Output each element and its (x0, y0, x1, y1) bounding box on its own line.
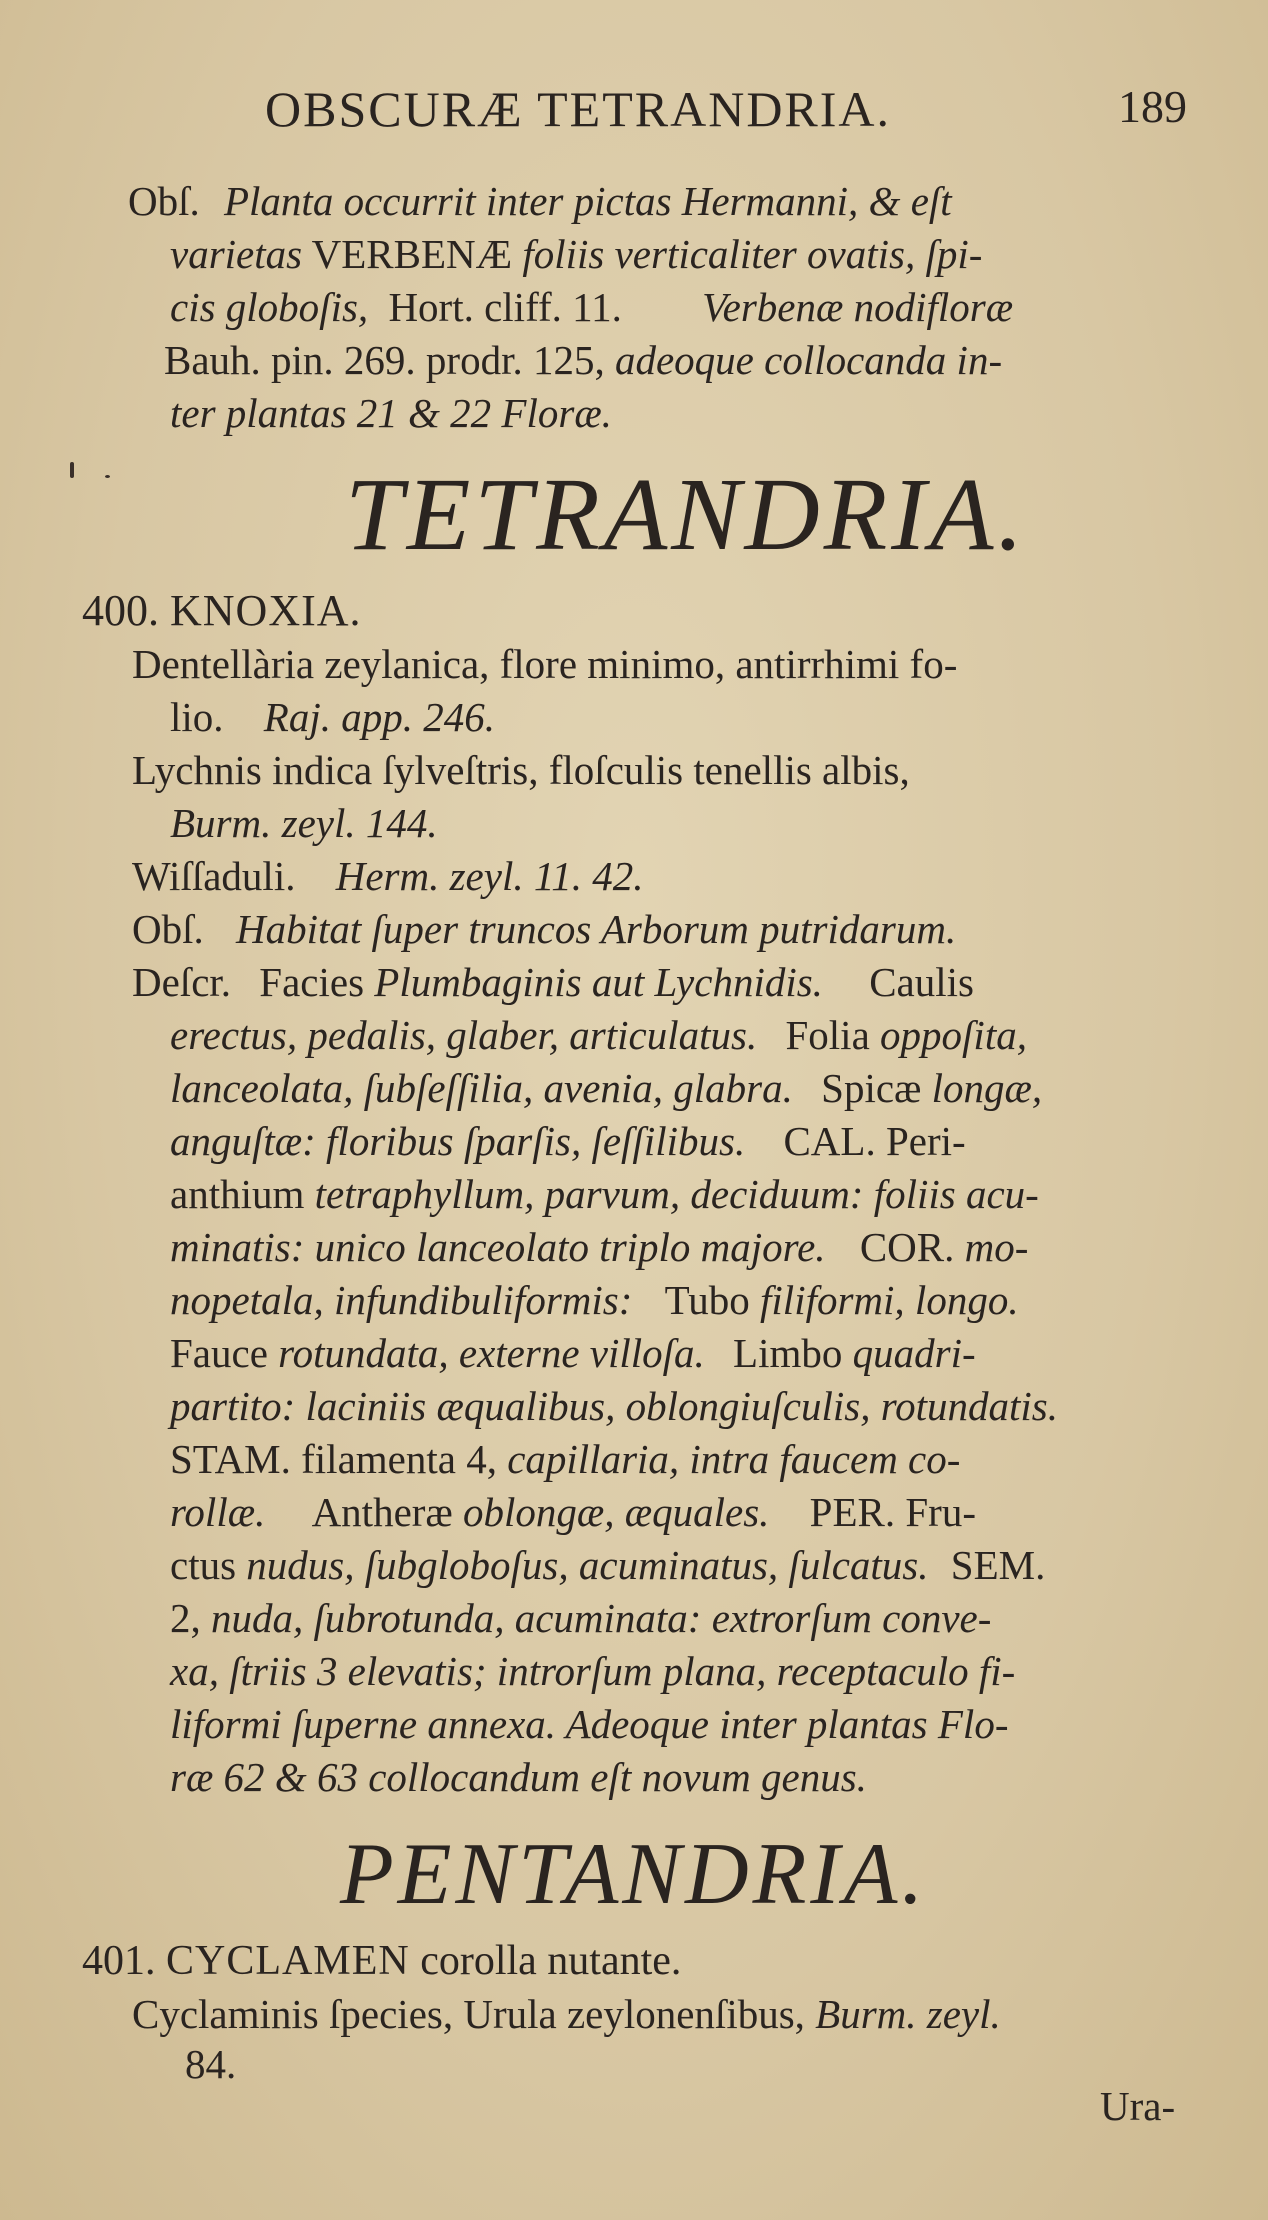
syn-401-line-1: Cyclaminis ſpecies, Urula zeylonenſibus, Burm. zeyl. (132, 1991, 1001, 2037)
catchword: Ura- (1100, 2083, 1176, 2129)
syn-1-line-1: Dentellària zeylanica, flore minimo, antirrhimi fo- (132, 641, 958, 687)
descr-line-13: 2, nuda, ſubrotunda, acuminata: extrorſum conve- (170, 1595, 992, 1641)
descr-line-12: ctus nudus, ſubgloboſus, acuminatus, ſulcatus. SEM. (170, 1542, 1046, 1588)
syn-401-line-2: 84. (185, 2041, 237, 2087)
entry-401-heading: 401. CYCLAMEN corolla nutante. (82, 1938, 682, 1984)
descr-line-1: Deſcr. Facies Plumbaginis aut Lychnidis. Caulis (132, 959, 974, 1005)
ink-speck (105, 475, 110, 478)
syn-1-line-2: lio. Raj. app. 246. (170, 694, 495, 740)
obs-habitat: Obſ. Habitat ſuper truncos Arborum putridarum. (132, 906, 957, 952)
obs-line-5: ter plantas 21 & 22 Floræ. (170, 390, 612, 436)
descr-line-11: rollæ. Antheræ oblongæ, æquales. PER. Fru- (170, 1489, 976, 1535)
syn-2-line-2: Burm. zeyl. 144. (170, 800, 438, 846)
entry-400-heading: 400. KNOXIA. (82, 586, 362, 635)
ink-speck (70, 462, 74, 478)
page-number: 189 (1118, 81, 1187, 132)
obs-line-3: cis globoſis, Hort. cliff. 11. Verbenæ nodifloræ (170, 284, 1014, 330)
descr-line-15: liformi ſuperne annexa. Adeoque inter plantas Flo- (170, 1701, 1009, 1747)
obs-line-2: varietas VERBENÆ foliis verticaliter ovatis, ſpi- (170, 231, 983, 277)
running-header: OBSCURÆ TETRANDRIA. (265, 81, 892, 137)
descr-line-10: STAM. filamenta 4, capillaria, intra faucem co- (170, 1436, 961, 1482)
section-title-pentandria: PENTANDRIA. (340, 1826, 928, 1923)
descr-line-2: erectus, pedalis, glaber, articulatus. Folia oppoſita, (170, 1012, 1027, 1058)
descr-line-8: Fauce rotundata, externe villoſa. Limbo quadri- (170, 1330, 976, 1376)
section-title-tetrandria: TETRANDRIA. (345, 457, 1028, 572)
descr-line-6: minatis: unico lanceolato triplo majore. COR. mo- (170, 1224, 1029, 1270)
syn-2-line-1: Lychnis indica ſylveſtris, floſculis tenellis albis, (132, 747, 910, 793)
descr-line-7: nopetala, infundibuliformis: Tubo filiformi, longo. (170, 1277, 1019, 1323)
descr-line-9: partito: laciniis æqualibus, oblongiuſculis, rotundatis. (170, 1383, 1059, 1429)
obs-line-4: Bauh. pin. 269. prodr. 125, adeoque collocanda in- (164, 337, 1003, 383)
syn-3: Wiſſaduli. Herm. zeyl. 11. 42. (132, 853, 644, 899)
descr-line-16: ræ 62 & 63 collocandum eſt novum genus. (170, 1754, 867, 1800)
descr-line-3: lanceolata, ſubſeſſilia, avenia, glabra. Spicæ longæ, (170, 1065, 1043, 1111)
descr-line-14: xa, ſtriis 3 elevatis; introrſum plana, receptaculo fi- (170, 1648, 1016, 1694)
descr-line-5: anthium tetraphyllum, parvum, deciduum: foliis acu- (170, 1171, 1039, 1217)
obs-line-1: Obſ. Planta occurrit inter pictas Hermanni, & eſt (128, 178, 952, 224)
descr-line-4: anguſtæ: floribus ſparſis, ſeſſilibus. CAL. Peri- (170, 1118, 966, 1164)
